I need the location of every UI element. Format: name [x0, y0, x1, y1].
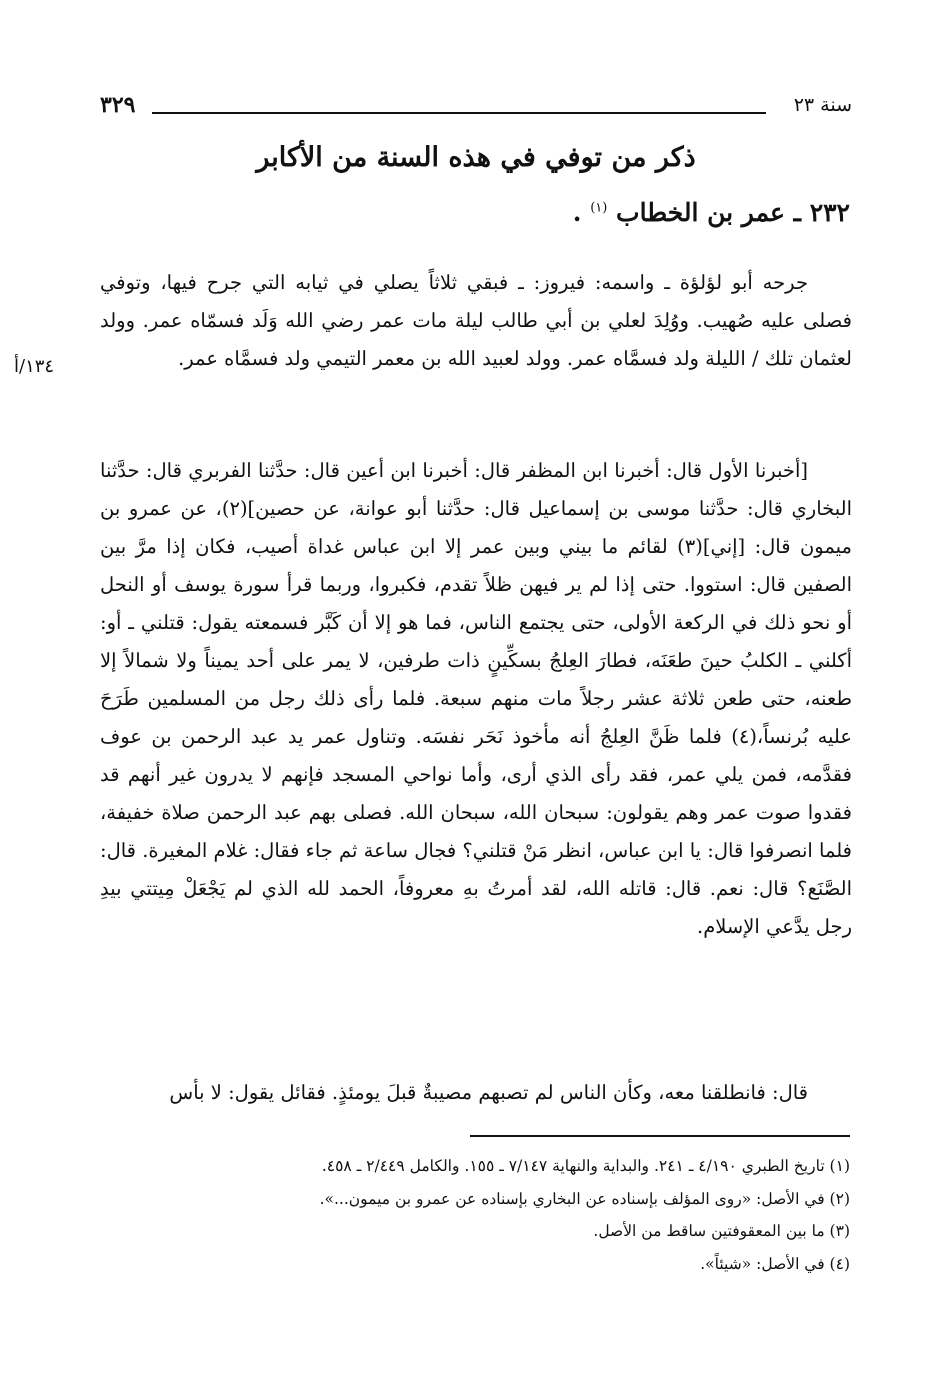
- margin-folio-note: ١٣٤/أ: [14, 356, 55, 377]
- footnote-3: (٣) ما بين المعقوفتين ساقط من الأصل.: [593, 1222, 850, 1241]
- running-header: [100, 92, 852, 126]
- paragraph-3: قال: فانطلقنا معه، وكأن الناس لم تصبهم مصيبةٌ قبلَ يومئذٍ. فقائل يقول: لا بأس: [169, 1081, 808, 1104]
- footnote-rule: [470, 1135, 850, 1137]
- footnote-2: (٢) في الأصل: «روى المؤلف بإسناده عن البخاري بإسناده عن عمرو بن ميمون...».: [319, 1189, 850, 1208]
- footnote-ref-1: (١): [590, 200, 608, 216]
- entry-heading: [90, 198, 850, 227]
- footnote-4: (٤) في الأصل: «شيئاً».: [700, 1254, 850, 1273]
- paragraph-1: جرحه أبو لؤلؤة ـ واسمه: فيروز: ـ فبقي ثلاثاً يصلي في ثيابه التي جرح فيها، وتوفي فصلى عليه صُهيب. ووُلِدَ لعلي بن أبي طالب ليلة مات عمر رضي الله وَلَد فسمّاه عمر. وولد لعثمان تلك / الليلة ولد فسمَّاه عمر. وولد لعبيد الله بن معمر التيمي ولد فسمَّاه عمر.: [100, 271, 852, 371]
- page-number: ٣٢٩: [100, 92, 136, 118]
- footnote-1: (١) تاريخ الطبري ٤/١٩٠ ـ ٢٤١. والبداية والنهاية ٧/١٤٧ ـ ١٥٥. والكامل ٢/٤٤٩ ـ ٤٥٨.: [321, 1157, 850, 1175]
- year-label: سنة ٢٣: [793, 94, 852, 116]
- footnotes: [90, 1150, 850, 1280]
- entry-number-name: ٢٣٢ ـ عمر بن الخطاب: [616, 198, 850, 227]
- entry-heading-trail: .: [572, 198, 582, 227]
- section-title: ذكر من توفي في هذه السنة من الأكابر: [256, 142, 696, 173]
- header-rule: [152, 112, 766, 114]
- paragraph-2: [أخبرنا الأول قال: أخبرنا ابن المظفر قال: أخبرنا ابن أعين قال: حدَّثنا الفربري قال: حدَّثنا البخاري قال: حدَّثنا موسى بن إسماعيل قال: حدَّثنا أبو عوانة، عن حصين](٢)، عن عمرو بن ميمون قال: [إني](٣) لقائم ما بيني وبين عمر إلا ابن عباس غداة أصيب، فكان إذا مرَّ بين الصفين قال: استووا. حتى إذا لم ير فيهن ظلاً تقدم، فكبروا، وربما قرأ سورة يوسف أو النحل أو نحو ذلك في الركعة الأولى، حتى يجتمع الناس، فما هو إلا أن كَبَّر فسمعته يقول: قتلني ـ أو: أكلني ـ الكلبُ حينَ طعَنَه، فطارَ العِلجُ بسكِّينٍ ذات طرفين، لا يمر على أحد يميناً ولا شمالاً إلا طعنه، حتى طعن ثلاثة عشر رجلاً مات منهم سبعة. فلما رأى ذلك رجل من المسلمين طَرَحَ عليه بُرنساً،(٤) فلما ظَنَّ العِلجُ أنه مأخوذ نَحَر نفسَه. وتناول عمر يد عبد الرحمن بن عوف فقدَّمه، فمن يلي عمر، فقد رأى الذي أرى، وأما نواحي المسجد فإنهم لا يدرون غير أنهم قد فقدوا صوت عمر وهم يقولون: سبحان الله، سبحان الله. فصلى بهم عبد الرحمن صلاة خفيفة، فلما انصرفوا قال: يا ابن عباس، انظر مَنْ قتلني؟ فجال ساعة ثم جاء فقال: غلام المغيرة. قال: الصَّنَع؟ قال: نعم. قال: قاتله الله، لقد أمرتُ بهِ معروفاً، الحمد لله الذي لم يَجْعَلْ مِيتتي بيدِ رجل يدَّعي الإسلام.: [100, 459, 852, 939]
